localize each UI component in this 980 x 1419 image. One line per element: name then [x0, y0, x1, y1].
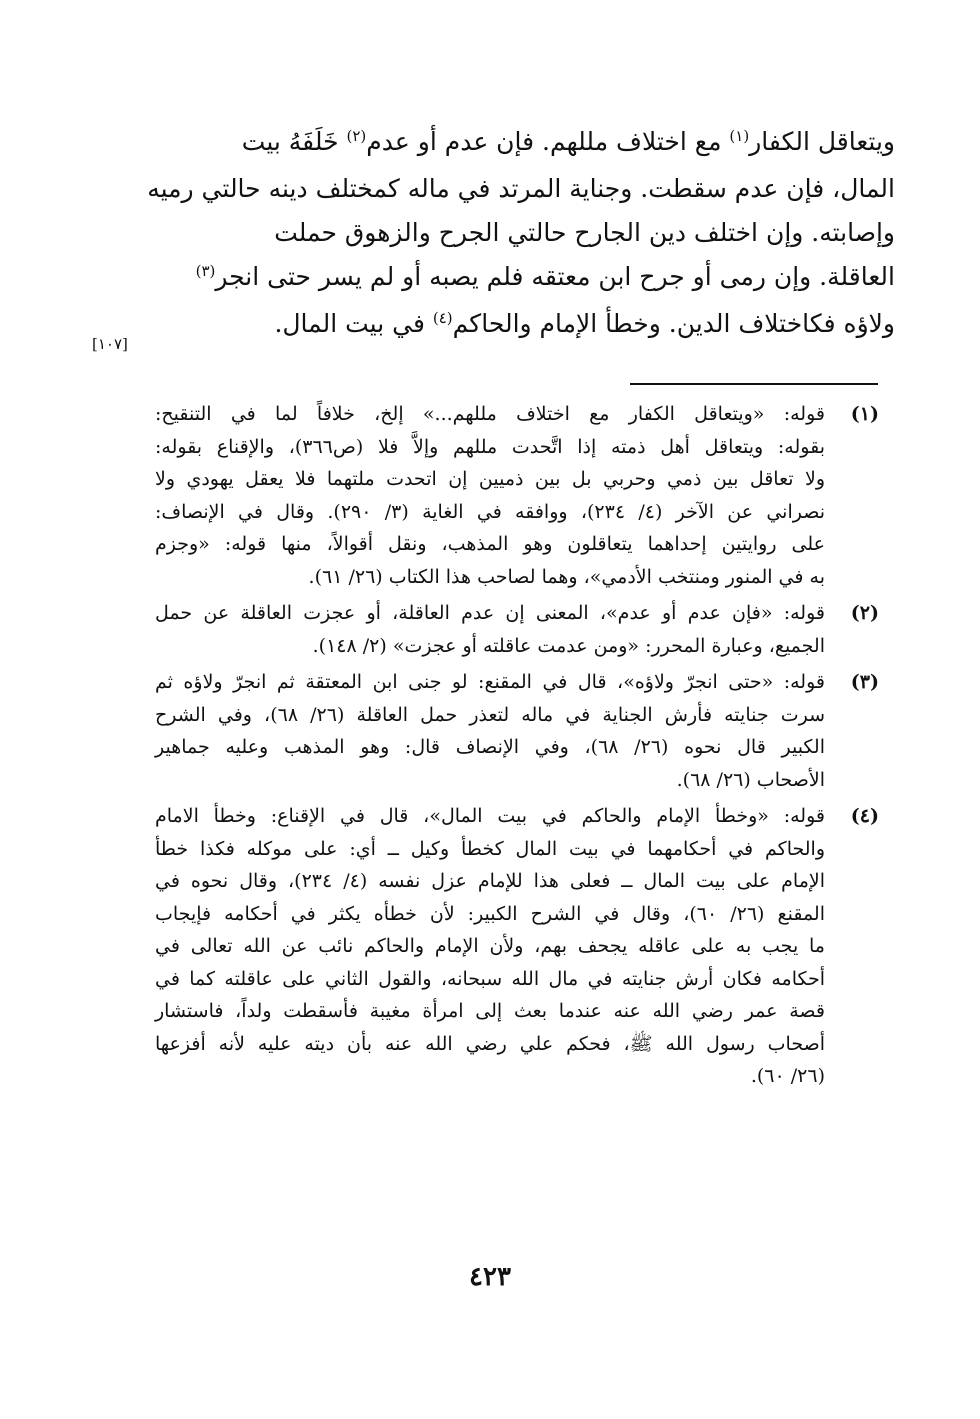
- footnote-line: قوله: «فإن عدم أو عدم»، المعنى إن عدم العاقلة، أو عجزت العاقلة عن حمل: [155, 602, 825, 624]
- footnote-4: [155, 800, 879, 1093]
- footnote-line: الإمام على بيت المال ــ فعلى هذا للإمام عزل نفسه (٤/ ٢٣٤)، وقال نحوه في: [155, 870, 825, 892]
- footnote-line: به في المنور ومنتخب الأدمي»، وهما لصاحب هذا الكتاب (٢٦/ ٦١).: [308, 565, 825, 588]
- footnote-line: المقنع (٢٦/ ٦٠)، وقال في الشرح الكبير: لأن خطأه يكثر في أحكامه فإيجاب: [155, 902, 825, 925]
- footnote-line: أحكامه فكان أرش جنايته في مال الله سبحانه، والقول الثاني على عاقلته كما في: [155, 967, 825, 990]
- text-segment: خَلَفَهُ بيت: [241, 127, 347, 156]
- footnote-line: قوله: «وخطأ الإمام والحاكم في بيت المال»، قال في الإقناع: وخطأ الامام: [155, 805, 825, 827]
- footnote-line: قوله: «حتى انجرّ ولاؤه»، قال في المقنع: لو جنى ابن المعتقة ثم انجرّ ولاؤه ثم: [155, 671, 825, 693]
- text-segment: في بيت المال.: [274, 309, 433, 338]
- footnote-marker[interactable]: (٢): [346, 127, 367, 145]
- footnote-separator: [630, 383, 878, 385]
- footnote-1: [155, 398, 879, 593]
- footnote-line: بقوله: ويتعاقل أهل ذمته إذا اتَّحدت مللهم وإلاَّ فلا (ص٣٦٦)، والإقناع بقوله:: [155, 435, 825, 458]
- text-segment: ويتعاقل الكفار: [749, 127, 895, 156]
- footnote-line: ما يجب به على عاقله يجحف بهم، ولأن الإمام والحاكم نائب عن الله تعالى في: [155, 935, 825, 957]
- footnotes: [155, 398, 879, 1097]
- text-segment: وإصابته. وإن اختلف دين الجارح حالتي الجرح والزهوق حملت: [274, 218, 895, 247]
- footnote-number: (٤): [850, 805, 879, 827]
- main-line: [155, 211, 895, 255]
- manuscript-page-ref: [١٠٧]: [92, 335, 128, 353]
- main-line: [147, 167, 895, 211]
- footnote-line: أصحاب رسول الله ﷺ، فحكم علي رضي الله عنه بأن ديته عليه لأنه أفزعها: [155, 1032, 825, 1055]
- main-line: [155, 302, 895, 349]
- footnote-2: [155, 597, 879, 662]
- text-segment: العاقلة. وإن رمى أو جرح ابن معتقه فلم يصبه أو لم يسر حتى انجر: [215, 262, 895, 291]
- footnote-number: (٣): [850, 671, 879, 693]
- page-number: ٤٢٣: [469, 1262, 511, 1292]
- text-segment: مع اختلاف مللهم. فإن عدم أو عدم: [366, 127, 730, 156]
- footnote-line: سرت جنايته فأرش الجناية في ماله لتعذر حمل العاقلة (٢٦/ ٦٨)، وفي الشرح: [155, 703, 825, 726]
- footnote-marker[interactable]: (١): [729, 127, 750, 145]
- footnote-number: (٢): [850, 602, 879, 624]
- footnote-line: الجميع، وعبارة المحرر: «ومن عدمت عاقلته أو عجزت» (٢/ ١٤٨).: [312, 634, 825, 657]
- footnote-3: [155, 666, 879, 796]
- footnote-line: ولا تعاقل بين ذمي وحربي بل بين ذميين إن اتحدت ملتهما فلا يعقل يهودي ولا: [155, 468, 825, 490]
- footnote-line: نصراني عن الآخر (٤/ ٢٣٤)، ووافقه في الغاية (٣/ ٢٩٠). وقال في الإنصاف:: [155, 500, 825, 523]
- footnote-line: والحاكم في أحكامهما في بيت المال كخطأ وكيل ــ أي: على موكله فكذا خطأ: [155, 837, 825, 860]
- text-segment: ولاؤه فكاختلاف الدين. وخطأ الإمام والحاكم: [452, 309, 895, 338]
- footnote-line: على روايتين إحداهما يتعاقلون وهو المذهب، ونقل أقوالاً، منها قوله: «وجزم: [155, 533, 825, 555]
- footnote-marker[interactable]: (٣): [195, 262, 216, 280]
- footnote-line: (٢٦/ ٦٠).: [750, 1065, 825, 1087]
- main-text: [147, 120, 895, 349]
- footnote-marker[interactable]: (٤): [432, 309, 453, 327]
- footnote-line: الكبير قال نحوه (٢٦/ ٦٨)، وفي الإنصاف قال: وهو المذهب وعليه جماهير: [155, 736, 825, 758]
- footnote-line: قصة عمر رضي الله عنه عندما بعث إلى امرأة مغيبة فأسقطت ولداً، فاستشار: [155, 1000, 825, 1022]
- main-line: [155, 120, 895, 167]
- footnote-line: قوله: «ويتعاقل الكفار مع اختلاف مللهم...» إلخ، خلافاً لما في التنقيح:: [155, 403, 825, 425]
- footnote-line: الأصحاب (٢٦/ ٦٨).: [676, 768, 825, 791]
- text-segment: المال، فإن عدم سقطت. وجناية المرتد في ماله كمختلف دينه حالتي رميه: [147, 174, 895, 203]
- main-line: [155, 255, 895, 302]
- footnote-number: (١): [850, 403, 879, 425]
